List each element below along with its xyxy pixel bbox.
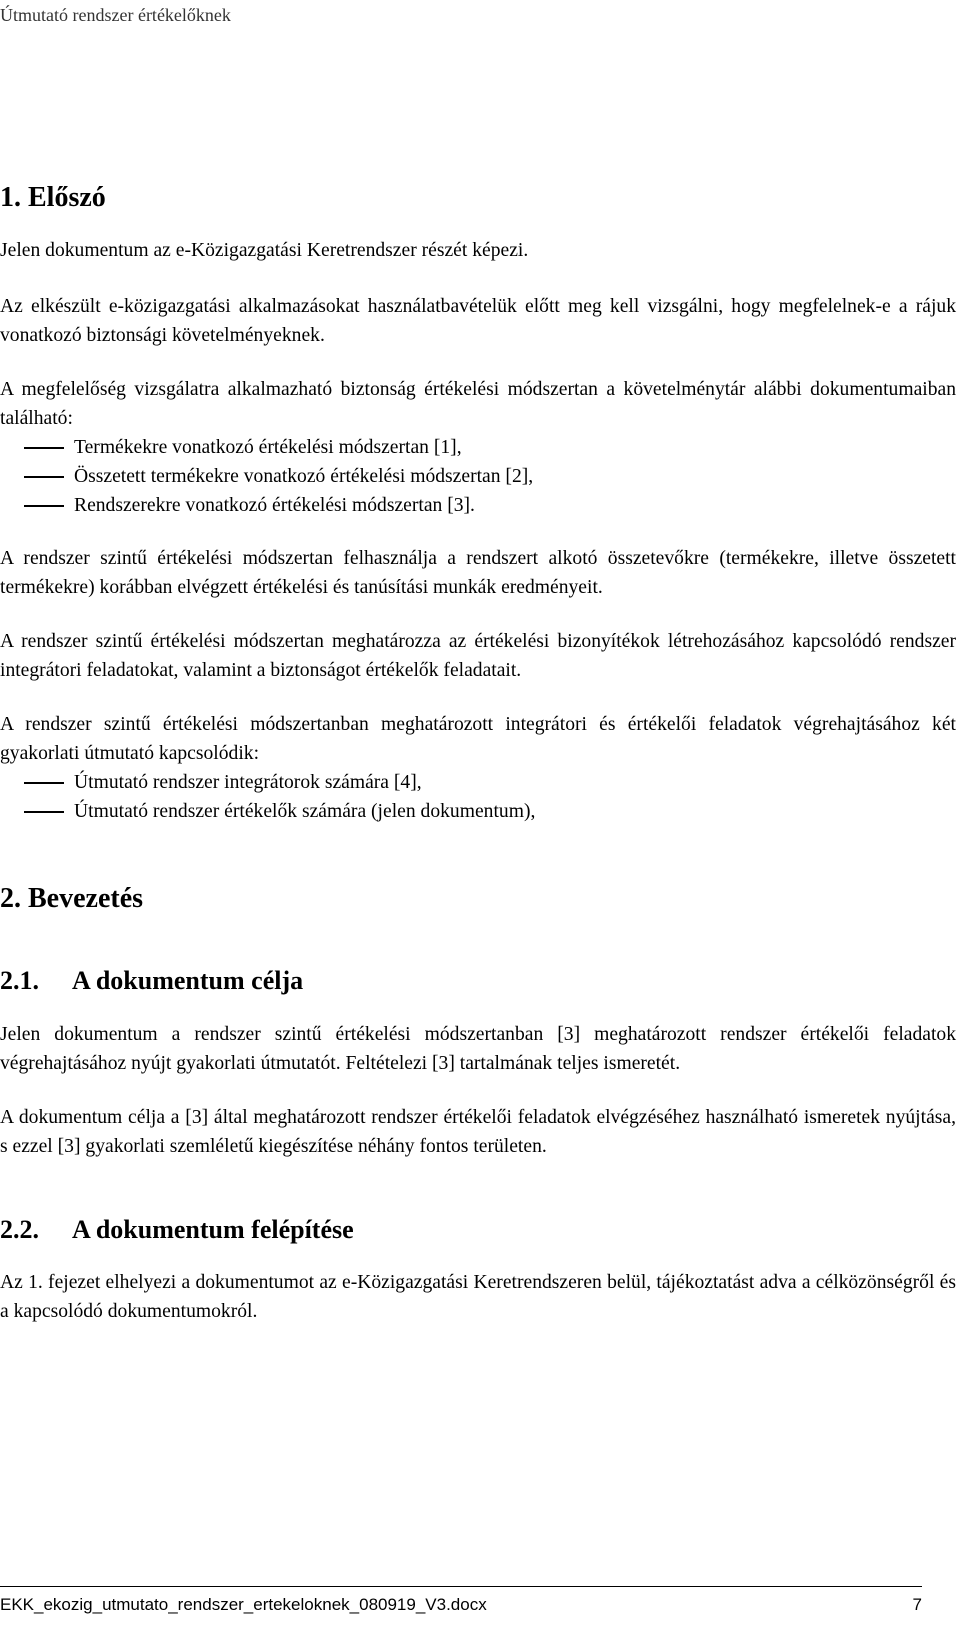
paragraph: A dokumentum célja a [3] által meghatározott rendszer értékelői feladatok elvégzéséhez használható ismeretek nyújtása, s ezzel [3] gyakorlati szemléletű kiegészítése néhány fontos területen. (0, 1107, 956, 1157)
paragraph: A rendszer szintű értékelési módszertan meghatározza az értékelési bizonyítékok létrehozásához kapcsolódó rendszer integrátori feladatokat, valamint a biztonságot értékelők feladatait. (0, 631, 956, 681)
footer-filename: EKK_ekozig_utmutato_rendszer_ertekeloknek_080919_V3.docx (0, 1595, 487, 1614)
dash-bullet-icon (24, 447, 64, 449)
list-item: Összetett termékekre vonatkozó értékelési módszertan [2], (0, 462, 956, 491)
guide-list (0, 768, 956, 826)
page-number: 7 (912, 1595, 922, 1614)
section-2-heading: 2. Bevezetés (0, 883, 144, 914)
dash-bullet-icon (24, 505, 64, 507)
section-2-2-heading (0, 1210, 956, 1250)
dash-bullet-icon (24, 811, 64, 813)
paragraph: Jelen dokumentum a rendszer szintű értékelési módszertanban [3] meghatározott rendszer értékelői feladatok végrehajtásához nyújt gyakorlati útmutatót. Feltételezi [3] tartalmának teljes ismeretét. (0, 1024, 956, 1074)
paragraph: A rendszer szintű értékelési módszertan felhasználja a rendszert alkotó összetevőkre (termékekre, illetve összetett termékekre) korábban elvégzett értékelési és tanúsítási munkák eredményeit. (0, 548, 956, 598)
dash-bullet-icon (24, 476, 64, 478)
paragraph: Az elkészült e-közigazgatási alkalmazásokat használatbavételük előtt meg kell vizsgálni, hogy megfelelnek-e a rájuk vonatkozó biztonsági követelményeknek. (0, 296, 956, 346)
list-item: Rendszerekre vonatkozó értékelési módszertan [3]. (0, 491, 956, 520)
method-list (0, 433, 956, 520)
dash-bullet-icon (24, 782, 64, 784)
list-item: Útmutató rendszer integrátorok számára [4], (0, 768, 956, 797)
section-2-1-heading (0, 961, 956, 1001)
section-number: 2.1. (0, 966, 39, 995)
section-title: A dokumentum felépítése (72, 1215, 354, 1244)
paragraph: A rendszer szintű értékelési módszertanban meghatározott integrátori és értékelői feladatok végrehajtásához két gyakorlati útmutató kapcsolódik: (0, 714, 956, 764)
section-1-heading: 1. Előszó (0, 182, 106, 213)
paragraph: Jelen dokumentum az e-Közigazgatási Keretrendszer részét képezi. (0, 240, 529, 261)
document-body (0, 178, 956, 1326)
list-item: Útmutató rendszer értékelők számára (jelen dokumentum), (0, 797, 956, 826)
section-title: A dokumentum célja (72, 966, 304, 995)
page-footer (0, 1586, 922, 1619)
section-number: 2.2. (0, 1215, 39, 1244)
paragraph: Az 1. fejezet elhelyezi a dokumentumot az e-Közigazgatási Keretrendszeren belül, tájékoztatást adva a célközönségről és a kapcsolódó dokumentumokról. (0, 1272, 956, 1322)
paragraph: A megfelelőség vizsgálatra alkalmazható biztonság értékelési módszertan a követelménytár alábbi dokumentumaiban található: (0, 379, 956, 429)
list-item: Termékekre vonatkozó értékelési módszertan [1], (0, 433, 956, 462)
page-header: Útmutató rendszer értékelőknek (0, 5, 231, 25)
